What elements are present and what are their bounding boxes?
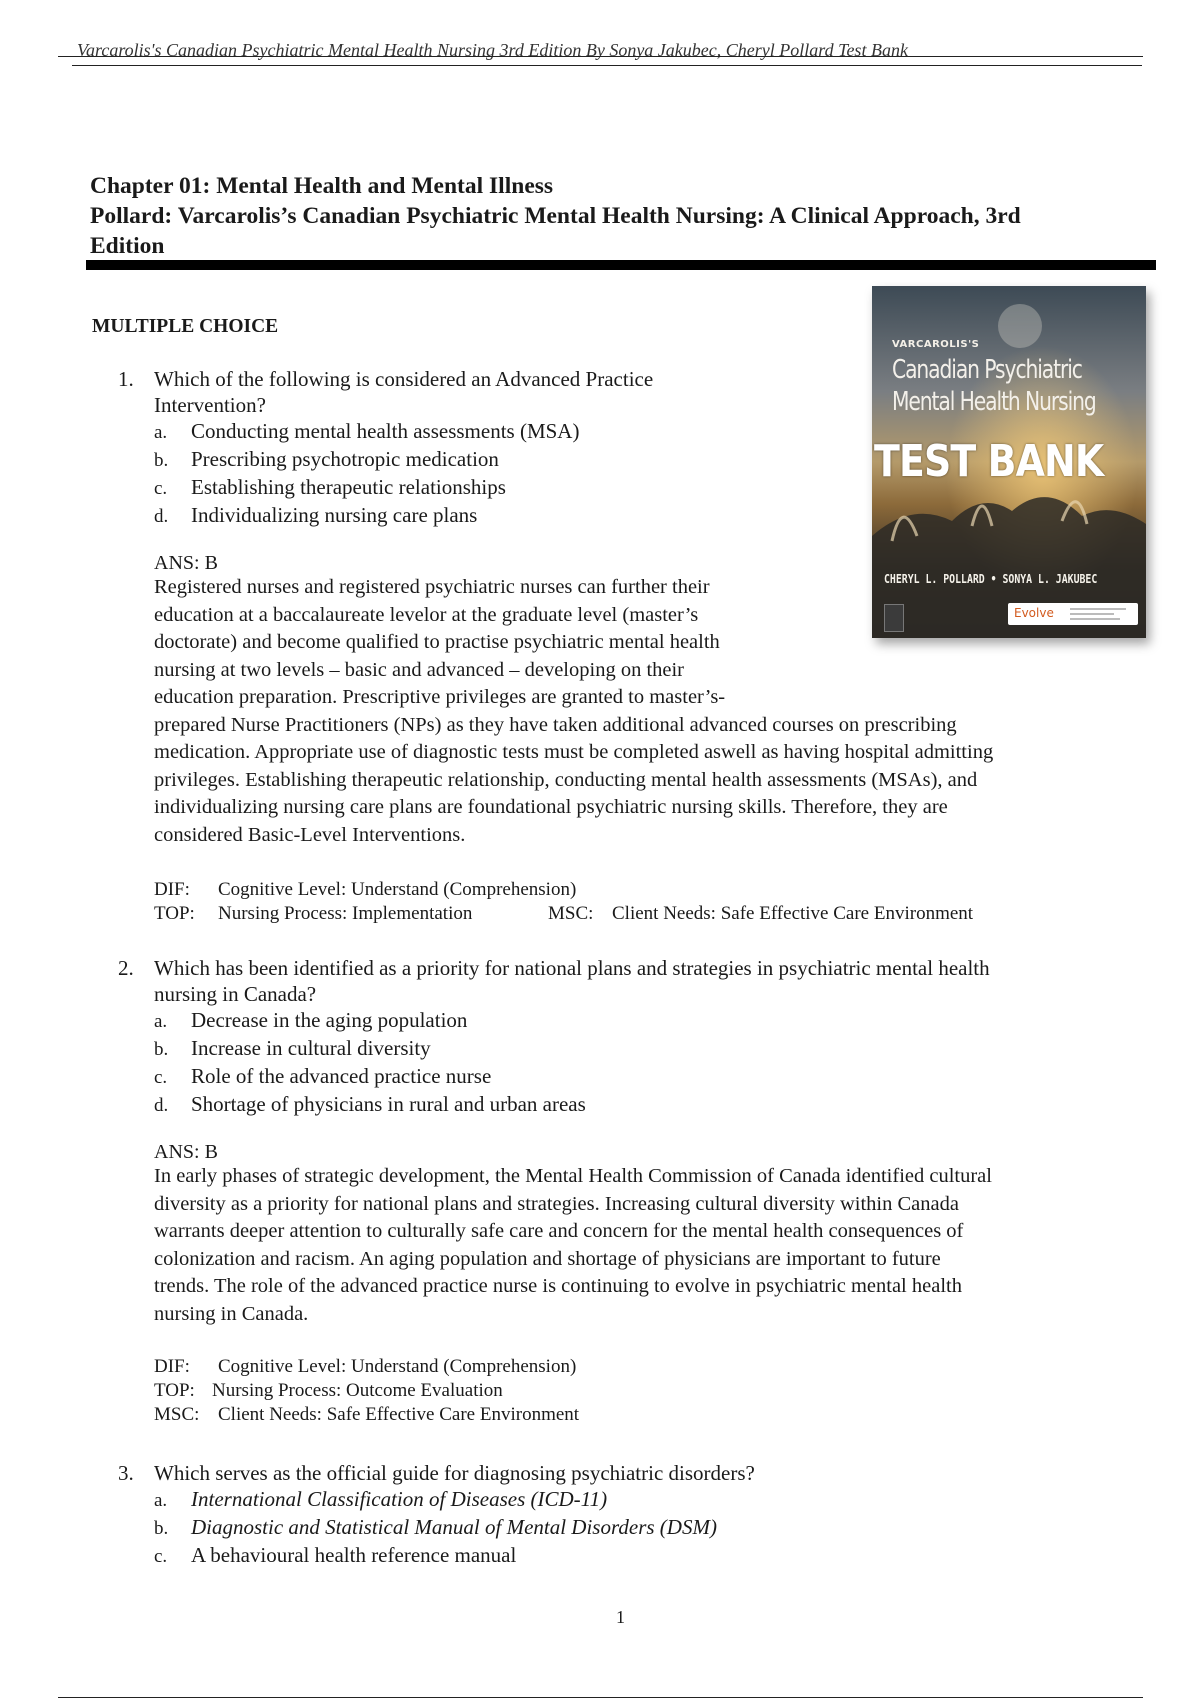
option-d: d. Shortage of physicians in rural and urban areas [154, 1092, 586, 1116]
evolve-label: Evolve [1014, 606, 1054, 620]
question-stem [154, 955, 990, 1007]
option-b: b. Diagnostic and Statistical Manual of Mental Disorders (DSM) [154, 1515, 717, 1539]
msc-label: MSC: [154, 1404, 200, 1425]
book-title: Pollard: Varcarolis’s Canadian Psychiatric Mental Health Nursing: A Clinical Approach, 3rd [90, 203, 1021, 229]
running-header: Varcarolis's Canadian Psychiatric Mental Health Nursing 3rd Edition By Sonya Jakubec, Cheryl Pollard Test Bank [77, 40, 908, 60]
evolve-badge [1008, 603, 1138, 625]
question-number: 1. [118, 367, 134, 391]
title-divider [86, 260, 1156, 270]
question-stem-line: Which serves as the official guide for diagnosing psychiatric disorders? [154, 1461, 755, 1485]
rationale: In early phases of strategic development, the Mental Health Commission of Canada identified cultural diversity as a priority for national plans and strategies. Increasing cultural diversity within Canada warrants deeper attention to culturally safe care and concern for the mental health consequences of colonization and racism. An aging population and shortage of physicians are important to future trends. The role of the advanced practice nurse is continuing to evolve in psychiatric mental health nursing in Canada. [154, 1165, 992, 1325]
answer-key: ANS: B [154, 1141, 218, 1163]
option-b: b. Increase in cultural diversity [154, 1036, 431, 1060]
dif-value: Cognitive Level: Understand (Comprehension) [218, 879, 577, 900]
header-rule-secondary [72, 65, 1142, 66]
msc-value: Client Needs: Safe Effective Care Environment [218, 1404, 580, 1425]
section-heading: MULTIPLE CHOICE [92, 316, 279, 337]
answer-options [154, 1007, 586, 1119]
question-stem-line: nursing in Canada? [154, 982, 317, 1006]
test-bank-overlay: TEST BANK [874, 436, 1104, 487]
answer-options [154, 1486, 717, 1570]
dif-label: DIF: [154, 1356, 190, 1377]
option-c: c. A behavioural health reference manual [154, 1543, 517, 1567]
answer-options [154, 418, 579, 530]
question-metadata [154, 878, 973, 926]
cover-title-line: Canadian Psychiatric [892, 355, 1082, 385]
top-label: TOP: [154, 903, 195, 924]
footer-rule [58, 1697, 1143, 1698]
top-value: Nursing Process: Implementation [218, 903, 473, 924]
dif-label: DIF: [154, 879, 190, 900]
cover-brand: VARCAROLIS'S [892, 339, 980, 350]
dif-value: Cognitive Level: Understand (Comprehension) [218, 1356, 577, 1377]
option-d: d. Individualizing nursing care plans [154, 503, 478, 527]
option-a: a. International Classification of Diseases (ICD-11) [154, 1487, 608, 1511]
page-number: 1 [616, 1607, 625, 1627]
question-stem [154, 366, 653, 418]
question-metadata [154, 1355, 579, 1427]
chapter-title-block [90, 171, 1170, 261]
question-number: 2. [118, 956, 134, 980]
option-a: a. Decrease in the aging population [154, 1008, 468, 1032]
question-stem-line: Which of the following is considered an Advanced Practice [154, 367, 654, 391]
top-value: Nursing Process: Outcome Evaluation [212, 1380, 503, 1401]
option-a: a. Conducting mental health assessments (MSA) [154, 419, 580, 443]
rationale: Registered nurses and registered psychiatric nurses can further their education at a baccalaureate levelor at the graduate level (master’s doctorate) and become qualified to practise psychiatric mental health nursing at two levels – basic and advanced – developing on their education preparation. Prescriptive privileges are granted to master’s- prepared Nurse Practitioners (NPs) as they have taken additional advanced courses on prescribing medication. Appropriate use of diagnostic tests must be completed aswell as having hospital admitting privileges. Establishing therapeutic relationship, conducting mental health assessments (MSAs), and individualizing nursing care plans are foundational psychiatric nursing skills. Therefore, they are considered Basic-Level Interventions. [154, 576, 994, 846]
option-c: c. Establishing therapeutic relationships [154, 475, 506, 499]
cover-title [892, 354, 1096, 418]
book-title-continued: Edition [90, 233, 165, 259]
option-c: c. Role of the advanced practice nurse [154, 1064, 492, 1088]
question-number: 3. [118, 1461, 134, 1485]
cover-authors: CHERYL L. POLLARD • SONYA L. JAKUBEC [884, 572, 1098, 586]
top-label: TOP: [154, 1380, 195, 1401]
chapter-title: Chapter 01: Mental Health and Mental Illness [90, 173, 554, 199]
msc-label: MSC: [548, 903, 594, 924]
question-stem [154, 1460, 755, 1486]
cover-title-line: Mental Health Nursing [892, 387, 1096, 417]
msc-value: Client Needs: Safe Effective Care Environment [612, 903, 974, 924]
question-stem-line: Which has been identified as a priority for national plans and strategies in psychiatric mental health [154, 956, 990, 980]
answer-key: ANS: B [154, 552, 218, 574]
option-b: b. Prescribing psychotropic medication [154, 447, 499, 471]
header-rule [58, 56, 1143, 57]
question-stem-line: Intervention? [154, 393, 266, 417]
